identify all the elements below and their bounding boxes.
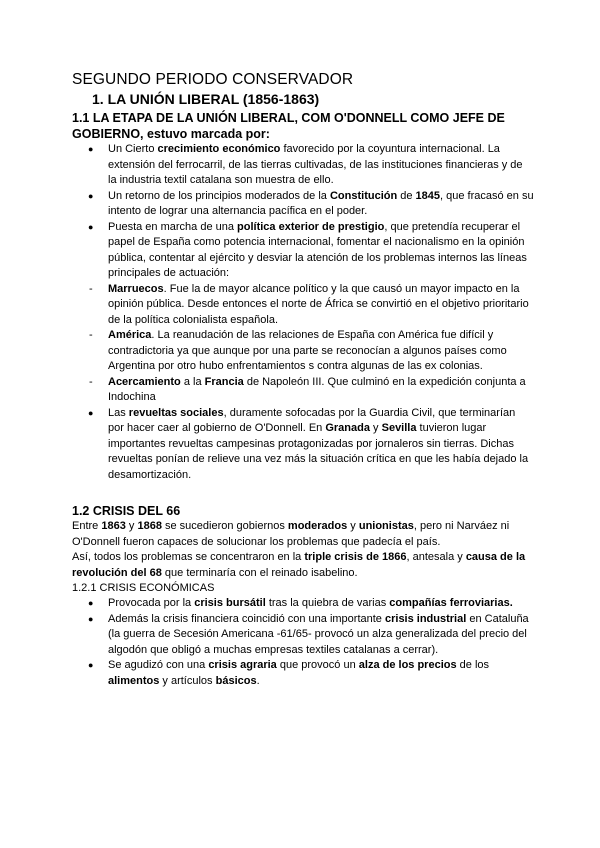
text-run: . Fue la de mayor alcance político y la que causó un mayor impacto en la opinión pública. Desde entonces el norte de África se convirtió en el objetivo prioritario de la política colonialista española.	[108, 282, 529, 326]
bullet-marker: ●	[88, 598, 94, 608]
bold-text: crisis bursátil	[194, 597, 266, 609]
bullet-list-union-liberal	[72, 142, 534, 483]
bullet-marker: ●	[88, 144, 94, 154]
list-item	[72, 189, 534, 220]
text-run: y	[347, 520, 359, 532]
text-run: que provocó un	[276, 659, 359, 671]
bold-text: revueltas sociales	[128, 406, 224, 419]
text-run: y artículos	[159, 674, 216, 687]
bold-text: moderados	[287, 520, 348, 532]
text-run: en Cataluña (la guerra de Secesión Americana -61/65- provocó un alza generalizada del precio del algodón que obligó a muchas empresas textiles catalanas a cerrar).	[108, 612, 529, 656]
paragraph	[72, 550, 534, 581]
crisis-paragraphs	[72, 519, 534, 581]
text-run: tras la quiebra de varias	[265, 597, 390, 609]
bold-text: unionistas	[358, 520, 414, 532]
bold-text: Francia	[204, 375, 244, 388]
text-run: de los	[456, 659, 490, 671]
bold-text: Marruecos	[108, 282, 164, 295]
bold-text: política exterior de prestigio	[237, 220, 385, 233]
text-run: tuvieron lugar importantes revueltas campesinas protagonizadas por jornaleros sin tierras. Dichas revueltas ponían de relieve una vez más la situación crítica en que les había dejado la desamortización.	[108, 422, 529, 481]
bold-text: compañías ferroviarias.	[389, 597, 513, 609]
text-run: Provocada por la	[108, 597, 195, 609]
bullet-list-crisis-economicas	[72, 596, 534, 689]
text-run: favorecido por la coyuntura internacional. La extensión del ferrocarril, de las tierras cultivadas, de las instituciones financieras y de la industria textil catalana son muestra de ello.	[108, 143, 523, 186]
list-item	[72, 220, 534, 282]
text-run: se sucedieron gobiernos	[161, 520, 288, 532]
bold-text: Granada	[325, 422, 370, 434]
bullet-marker: ●	[88, 407, 94, 418]
bold-text: alza de los precios	[358, 659, 457, 671]
list-item	[72, 142, 534, 189]
text-run: Así, todos los problemas se concentraron en la	[72, 551, 305, 563]
list-item	[72, 406, 534, 484]
subsection-heading-etapa: 1.1 LA ETAPA DE LA UNIÓN LIBERAL, COM O'DONNELL COMO JEFE DE GOBIERNO, estuvo marcada por:	[72, 111, 505, 141]
bold-text: 1868	[137, 520, 162, 532]
text-run: a la	[180, 375, 205, 388]
bold-text: crisis industrial	[384, 612, 467, 625]
bold-text: alimentos	[108, 674, 160, 687]
text-run: Se agudizó con una	[108, 659, 209, 671]
section-heading-crisis: 1.2 CRISIS DEL 66	[72, 504, 181, 518]
bold-text: crisis agraria	[208, 659, 277, 671]
section-heading-union-liberal: 1. LA UNIÓN LIBERAL (1856-1863)	[92, 91, 320, 107]
paragraph	[72, 519, 534, 550]
bold-text: Sevilla	[381, 422, 417, 434]
list-item	[72, 282, 534, 329]
text-run: Puesta en marcha de una	[108, 220, 238, 233]
bold-text: 1863	[101, 520, 126, 532]
text-run: , pero ni Narváez ni O'Donnell fueron capaces de solucionar los problemas que padecía el país.	[72, 520, 510, 548]
list-item	[72, 658, 534, 689]
dash-marker: -	[89, 375, 93, 388]
page-title: SEGUNDO PERIODO CONSERVADOR	[72, 71, 354, 88]
bold-text: causa de la revolución del 68	[72, 551, 526, 579]
text-run: Un retorno de los principios moderados de la	[108, 189, 330, 202]
text-run: y	[125, 520, 138, 532]
bold-text: 1845	[415, 189, 441, 202]
bold-text: crecimiento económico	[157, 143, 281, 155]
list-item	[72, 596, 534, 612]
text-run: , que fracasó en su intento de lograr una alternancia pacífica en el poder.	[108, 189, 534, 217]
text-run: .	[256, 674, 260, 687]
text-run: de Napoleón III. Que culminó en la expedición conjunta a Indochina	[108, 375, 526, 403]
text-run: , que pretendía recuperar el papel de España como potencia internacional, fomentar el nacionalismo en la opinión pública, contentar al ejército y desviar la atención de los problemas internos las líneas principales de actuación:	[108, 220, 527, 279]
bullet-marker: ●	[88, 613, 94, 624]
bold-text: Constitución	[329, 189, 398, 202]
text-run: Las	[108, 406, 129, 419]
text-run: , antesala y	[406, 551, 466, 563]
bullet-marker: ●	[88, 190, 94, 201]
dash-marker: -	[89, 329, 93, 341]
list-item	[72, 328, 534, 375]
document-content	[72, 70, 534, 689]
list-item	[72, 612, 534, 659]
subsection-heading-crisis-economicas: 1.2.1 CRISIS ECONÓMICAS	[72, 582, 215, 594]
bullet-marker: ●	[88, 221, 94, 232]
text-run: Entre	[72, 520, 102, 532]
text-run: , duramente sofocadas por la Guardia Civil, que terminarían por hacer caer al gobierno de O'Donnell. En	[108, 406, 516, 434]
bold-text: América	[108, 329, 152, 341]
bold-text: básicos	[215, 674, 257, 687]
dash-marker: -	[89, 282, 93, 295]
list-item	[72, 375, 534, 406]
text-run: Además la crisis financiera coincidió con una importante	[108, 612, 385, 625]
text-run: y	[369, 422, 382, 434]
bold-text: triple crisis de 1866	[304, 551, 407, 563]
bold-text: Acercamiento	[108, 375, 181, 388]
text-run: de	[397, 189, 416, 202]
text-run: Un Cierto	[108, 143, 158, 155]
text-run: . La reanudación de las relaciones de España con América fue difícil y contradictoria ya que aunque por una parte se reconocían a algunos países como Argentina por otro hubo enfrentamientos s contra algunas de las ex colonias.	[108, 329, 507, 372]
text-run: que terminaría con el reinado isabelino.	[161, 566, 358, 579]
bullet-marker: ●	[88, 660, 94, 670]
